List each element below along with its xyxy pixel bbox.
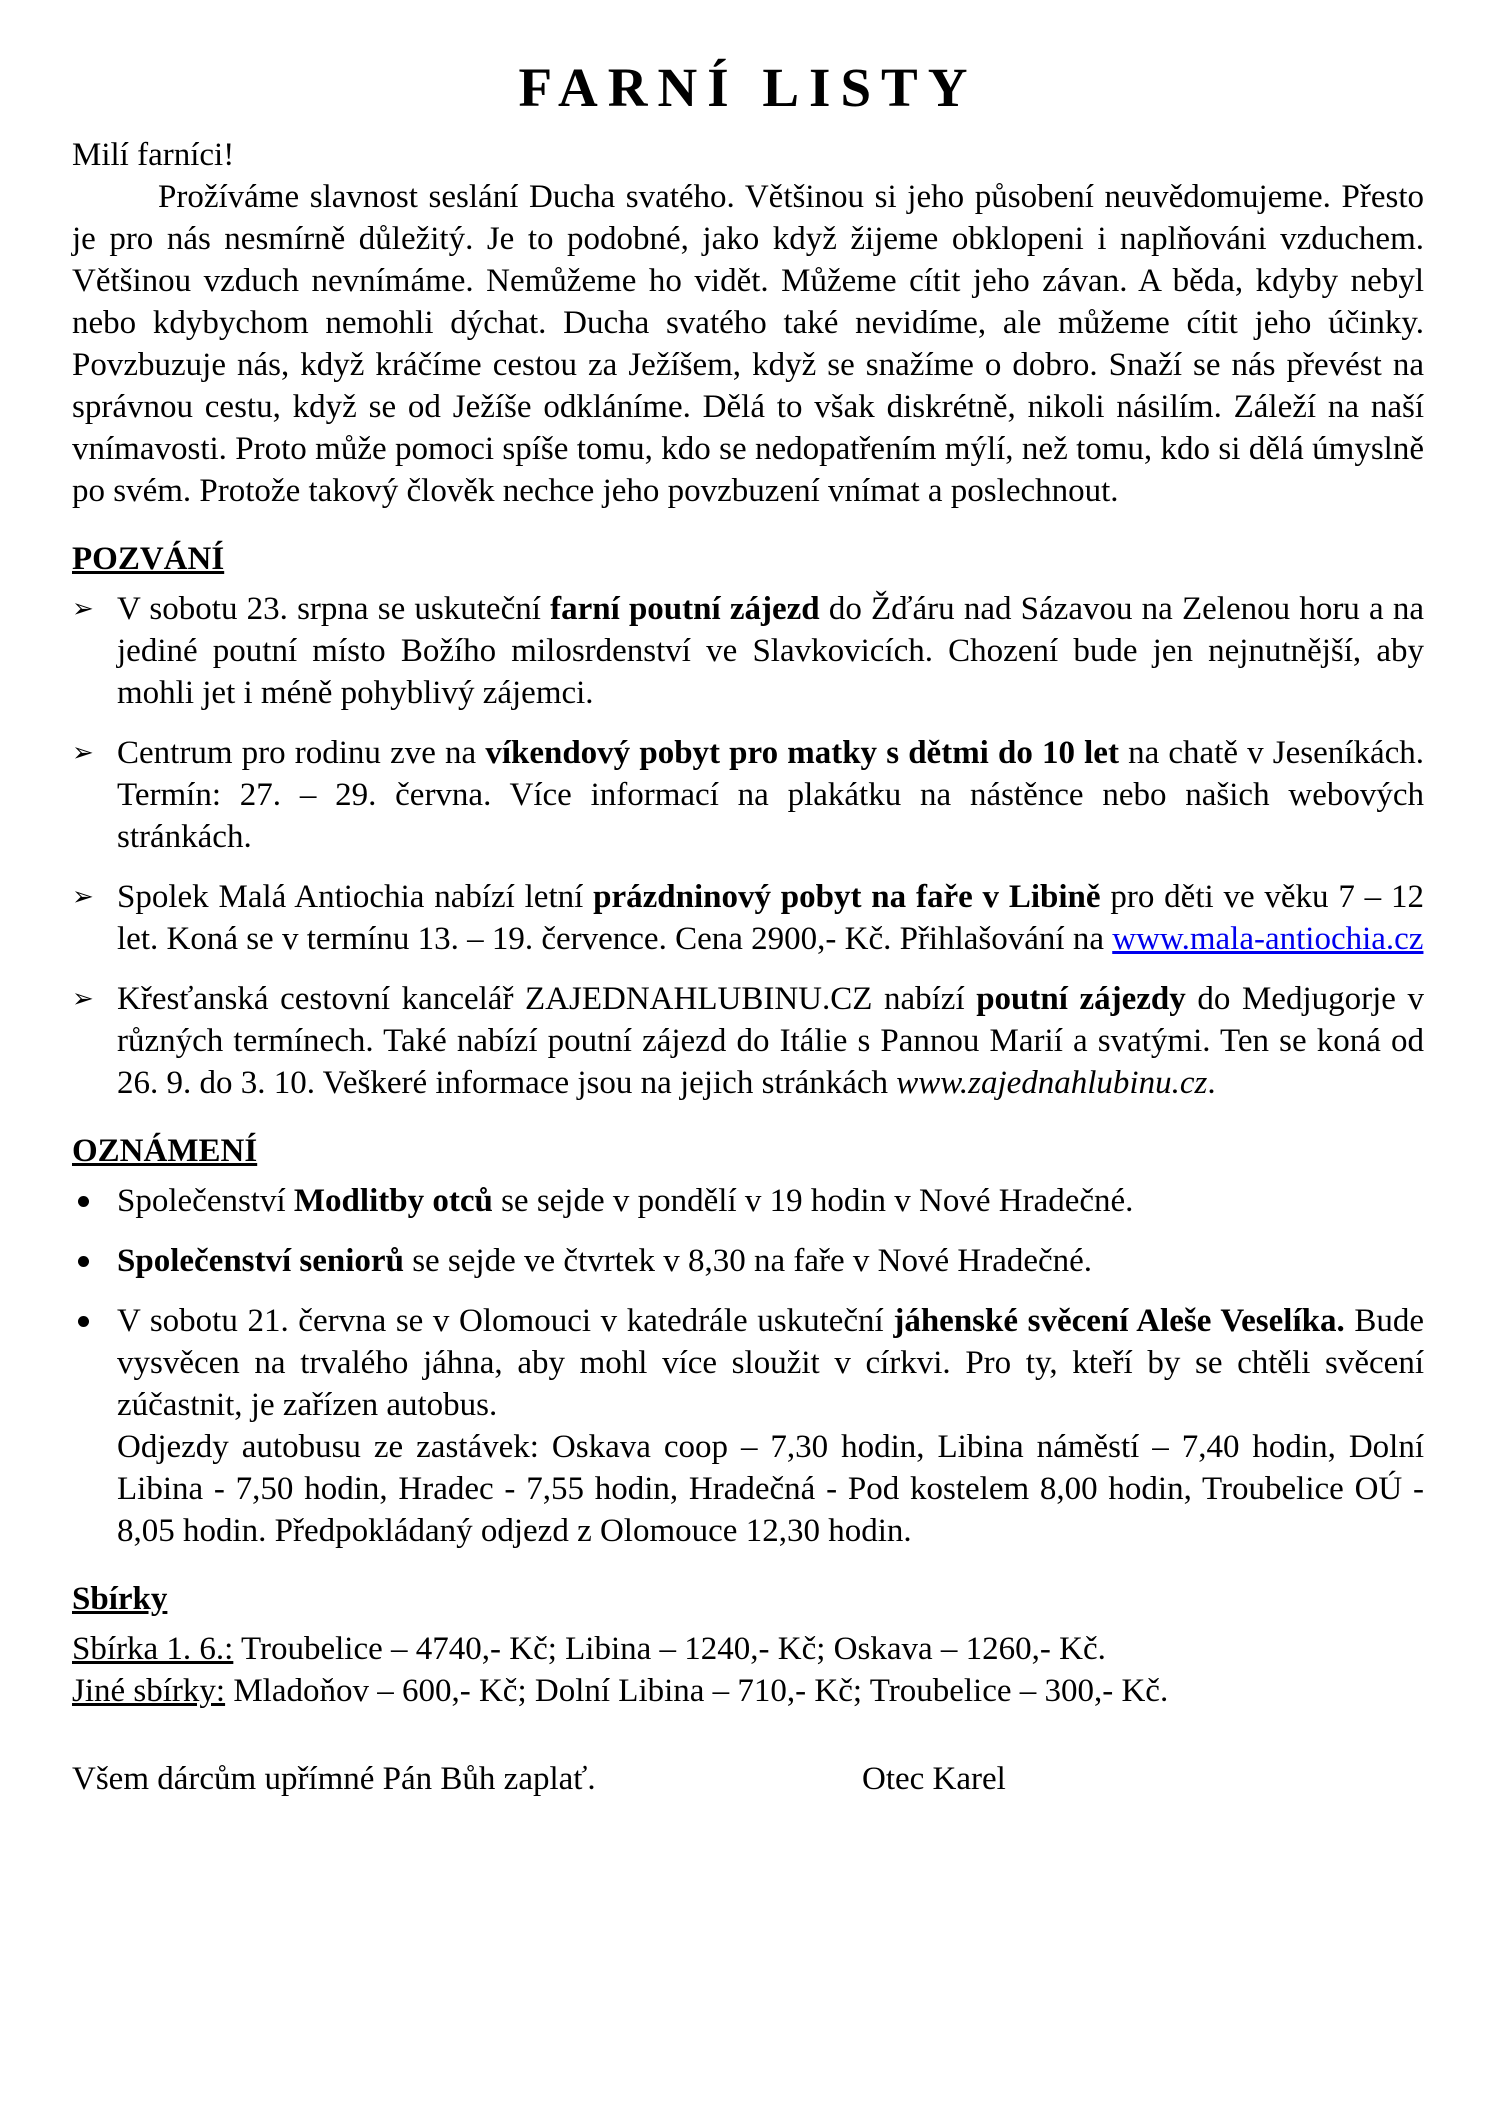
announcement-text: se sejde ve čtvrtek v 8,30 na faře v Nové Hradečné. <box>403 1243 1093 1279</box>
bus-departures: Odjezdy autobusu ze zastávek: Oskava coop – 7,30 hodin, Libina náměstí – 7,40 hodin, Dolní Libina - 7,50 hodin, Hradec - 7,55 hodin, Hradečná - Pod kostelem 8,00 hodin, Troubelice OÚ - 8,05 hodin. Předpokládaný odjezd z Olomouce 12,30 hodin. <box>117 1429 1424 1549</box>
announcement-item-1 <box>72 1180 1424 1222</box>
invitation-item-1 <box>72 588 1424 714</box>
arrow-bullet-icon: ➢ <box>72 738 94 768</box>
invitation-item-4 <box>72 978 1424 1104</box>
announcement-text: se sejde v pondělí v 19 hodin v Nové Hradečné. <box>492 1183 1134 1219</box>
document-page <box>72 48 1424 1800</box>
invitation-text: do Medjugorje v různých termínech. Také nabízí poutní zájezd do Itálie s Pannou Marií a svatými. Ten se koná od 26. 9. do 3. 10. Veškeré informace jsou na jejich stránkách <box>117 981 1425 1101</box>
invitation-highlight: prázdninový pobyt na faře v Libině <box>593 879 1101 915</box>
closing-thanks: Všem dárcům upřímné Pán Bůh zaplať. <box>72 1761 596 1797</box>
announcement-text: V sobotu 21. června se v Olomouci v katedrále uskuteční <box>117 1303 894 1339</box>
invitation-text: Křesťanská cestovní kancelář ZAJEDNAHLUBINU.CZ nabízí <box>117 981 977 1017</box>
invitation-text: V sobotu 23. srpna se uskuteční <box>117 591 551 627</box>
announcements-list <box>72 1180 1424 1552</box>
invitation-text-end: . <box>1207 1065 1216 1101</box>
invitation-highlight: poutní zájezdy <box>976 981 1186 1017</box>
collection-line-2 <box>72 1670 1424 1712</box>
collection-amounts: Mladoňov – 600,- Kč; Dolní Libina – 710,- Kč; Troubelice – 300,- Kč. <box>225 1673 1169 1709</box>
announcements-heading: OZNÁMENÍ <box>72 1133 258 1169</box>
page-title: FARNÍ LISTY <box>518 57 978 118</box>
invitation-highlight: víkendový pobyt pro matky s dětmi do 10 let <box>485 735 1119 771</box>
invitation-text: pro děti ve věku 7 – 12 let. Koná se v termínu 13. – 19. července. Cena 2900,- Kč. Přihlašování na <box>117 879 1424 957</box>
invitation-item-3 <box>72 876 1424 960</box>
collection-amounts: Troubelice – 4740,- Kč; Libina – 1240,- Kč; Oskava – 1260,- Kč. <box>233 1631 1106 1667</box>
invitation-text: do Žďáru nad Sázavou na Zelenou horu a na jediné poutní místo Božího milosrdenství ve Slavkovicích. Chození bude jen nejnutnější, aby mohli jet i méně pohyblivý zájemci. <box>117 591 1424 711</box>
bullet-dot-icon <box>78 1256 89 1267</box>
collection-label: Jiné sbírky: <box>72 1673 226 1709</box>
invitation-text: na chatě v Jeseníkách. Termín: 27. – 29. června. Více informací na plakátku na nástěnce nebo našich webových stránkách. <box>117 735 1424 855</box>
announcement-highlight: Společenství seniorů <box>117 1243 404 1279</box>
collections-heading: Sbírky <box>72 1581 168 1617</box>
bullet-dot-icon <box>78 1316 89 1327</box>
signature: Otec Karel <box>862 1761 1006 1797</box>
invitations-list <box>72 588 1424 1104</box>
bullet-dot-icon <box>78 1196 89 1207</box>
invitation-highlight: farní poutní zájezd <box>550 591 820 627</box>
invitations-heading: POZVÁNÍ <box>72 541 225 577</box>
announcement-item-2 <box>72 1240 1424 1282</box>
arrow-bullet-icon: ➢ <box>72 594 94 624</box>
closing-line <box>72 1758 1424 1800</box>
mala-antiochia-link[interactable]: www.mala-antiochia.cz <box>1112 921 1424 957</box>
announcement-item-3 <box>72 1300 1424 1552</box>
intro-paragraph: Prožíváme slavnost seslání Ducha svatého. Většinou si jeho působení neuvědomujeme. Přesto je pro nás nesmírně důležitý. Je to podobné, jako když žijeme obklopeni i naplňováni vzduchem. Většinou vzduch nevnímáme. Nemůžeme ho vidět. Můžeme cítit jeho závan. A běda, kdyby nebyl nebo kdybychom nemohli dýchat. Ducha svatého také nevidíme, ale můžeme cítit jeho účinky. Povzbuzuje nás, když kráčíme cestou za Ježíšem, když se snažíme o dobro. Snaží se nás převést na správnou cestu, když se od Ježíše odkláníme. Dělá to však diskrétně, nikoli násilím. Záleží na naší vnímavosti. Proto může pomoci spíše tomu, kdo se nedopatřením mýlí, než tomu, kdo si dělá úmyslně po svém. Protože takový člověk nechce jeho povzbuzení vnímat a poslechnout. <box>72 179 1424 509</box>
zajednahlubinu-web-address: www.zajednahlubinu.cz <box>896 1065 1208 1101</box>
greeting: Milí farníci! <box>72 137 235 173</box>
invitation-item-2 <box>72 732 1424 858</box>
collection-line-1 <box>72 1628 1424 1670</box>
collection-label: Sbírka 1. 6.: <box>72 1631 234 1667</box>
announcement-text: Bude vysvěcen na trvalého jáhna, aby mohl více sloužit v církvi. Pro ty, kteří by se chtěli svěcení zúčastnit, je zařízen autobus. <box>117 1303 1424 1423</box>
arrow-bullet-icon: ➢ <box>72 882 94 912</box>
invitation-text: Centrum pro rodinu zve na <box>117 735 486 771</box>
announcement-highlight: jáhenské svěcení Aleše Veselíka. <box>893 1303 1345 1339</box>
announcement-highlight: Modlitby otců <box>293 1183 493 1219</box>
announcement-text: Společenství <box>117 1183 294 1219</box>
invitation-text: Spolek Malá Antiochia nabízí letní <box>117 879 594 915</box>
arrow-bullet-icon: ➢ <box>72 984 94 1014</box>
